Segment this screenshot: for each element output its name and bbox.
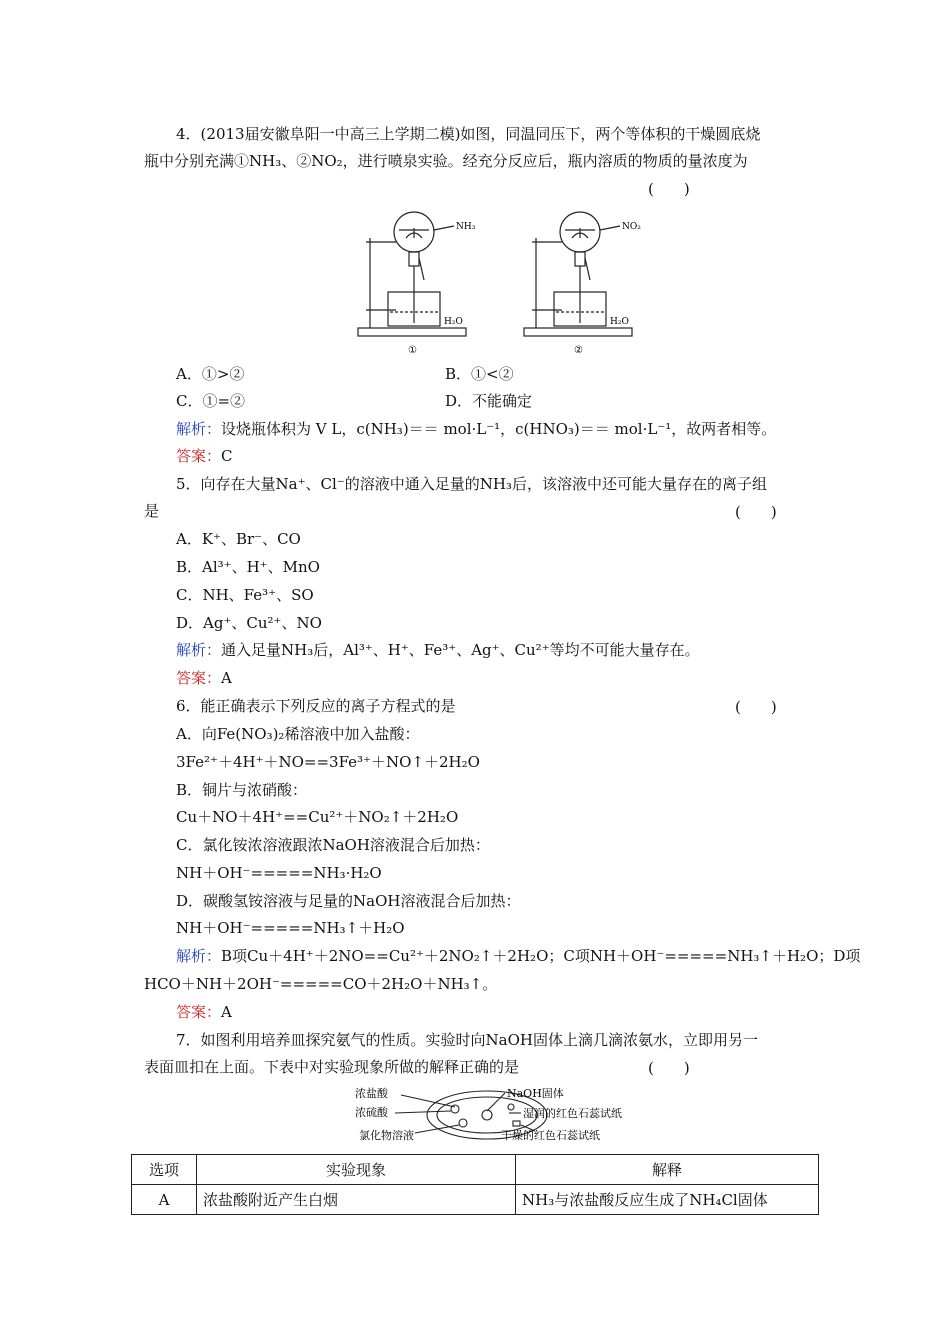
q5-answer-paren: ( ) — [735, 503, 777, 521]
q5-analysis — [176, 640, 700, 660]
q4-option-d: D．不能确定 — [445, 392, 533, 410]
q4-stem-line1: 4．(2013届安徽阜阳一中高三上学期二模)如图，同温同压下，两个等体积的干燥圆底烧 — [176, 125, 761, 143]
q5-analysis-label: 解析： — [176, 641, 222, 659]
q4-analysis-text: 设烧瓶体积为 V L，c(NH₃)＝＝ mol·L⁻¹，c(HNO₃)＝＝ mol·L⁻¹，故两者相等。 — [221, 420, 777, 438]
q6-option-d-equation: NH＋OH⁻=====NH₃↑＋H₂O — [176, 919, 405, 937]
q6-stem: 6．能正确表示下列反应的离子方程式的是 — [176, 697, 456, 715]
q6-analysis-line2: HCO＋NH＋2OH⁻=====CO＋2H₂O＋NH₃↑。 — [144, 975, 498, 993]
q5-answer — [176, 668, 232, 688]
q6-option-d-label: D．碳酸氢铵溶液与足量的NaOH溶液混合后加热： — [176, 892, 521, 910]
q5-analysis-text: 通入足量NH₃后，Al³⁺、H⁺、Fe³⁺、Ag⁺、Cu²⁺等均不可能大量存在。 — [221, 641, 700, 659]
table-header-row — [132, 1155, 819, 1185]
q5-option-c: C．NH、Fe³⁺、SO — [176, 586, 314, 604]
q4-analysis-label: 解析： — [176, 420, 222, 438]
q6-option-a-label: A．向Fe(NO₃)₂稀溶液中加入盐酸： — [176, 725, 420, 743]
q4-analysis — [176, 419, 776, 439]
q4-answer-label: 答案： — [176, 447, 222, 465]
table-header-explanation: 解释 — [516, 1155, 819, 1185]
q6-option-c-label: C．氯化铵浓溶液跟浓NaOH溶液混合后加热： — [176, 836, 490, 854]
q6-option-c-equation: NH＋OH⁻=====NH₃·H₂O — [176, 864, 382, 882]
q5-answer-value: A — [221, 669, 232, 687]
q6-analysis-line1: B项Cu＋4H⁺＋2NO==Cu²⁺＋2NO₂↑＋2H₂O；C项NH＋OH⁻=====NH₃↑＋H₂O；D项 — [221, 947, 861, 965]
q7-label-wet-litmus: 湿润的红色石蕊试纸 — [523, 1107, 622, 1120]
q5-answer-label: 答案： — [176, 669, 222, 687]
table-row — [132, 1185, 819, 1215]
q6-answer — [176, 1002, 232, 1022]
q4-stem-line2: 瓶中分别充满①NH₃、②NO₂，进行喷泉实验。经充分反应后，瓶内溶质的物质的量浓度为 — [144, 152, 748, 170]
q4-option-c: C．①=② — [176, 392, 246, 410]
q7-petri-dish-figure — [355, 1085, 655, 1147]
q7-label-dry-litmus: 干燥的红色石蕊试纸 — [501, 1129, 600, 1142]
q6-answer-paren: ( ) — [735, 698, 777, 716]
q6-analysis — [176, 946, 860, 966]
q4-answer — [176, 446, 233, 466]
q5-stem-line1: 5．向存在大量Na⁺、Cl⁻的溶液中通入足量的NH₃后，该溶液中还可能大量存在的离子组 — [176, 475, 767, 493]
q7-answer-paren: ( ) — [648, 1059, 690, 1077]
q7-stem-line2: 表面皿扣在上面。下表中对实验现象所做的解释正确的是 — [144, 1058, 520, 1076]
q5-option-a: A．K⁺、Br⁻、CO — [176, 530, 301, 548]
q5-option-b: B．Al³⁺、H⁺、MnO — [176, 558, 320, 576]
q4-option-b: B．①<② — [445, 365, 514, 383]
q7-label-chloride-solution: 氯化物溶液 — [359, 1129, 414, 1142]
table-cell-explanation: NH₃与浓盐酸反应生成了NH₄Cl固体 — [516, 1185, 819, 1215]
q4-gas1-label: NH₃ — [456, 222, 476, 232]
q4-option-a: A．①>② — [176, 365, 245, 383]
q5-stem-line2: 是 — [144, 502, 160, 520]
table-header-phenomenon: 实验现象 — [197, 1155, 516, 1185]
q4-fountain-figure — [356, 208, 646, 358]
q4-answer-paren: ( ) — [648, 180, 690, 198]
q6-option-b-label: B．铜片与浓硝酸： — [176, 781, 308, 799]
q7-label-conc-hcl: 浓盐酸 — [355, 1087, 388, 1100]
q4-answer-value: C — [221, 447, 233, 465]
q6-option-b-equation: Cu＋NO＋4H⁺==Cu²⁺＋NO₂↑＋2H₂O — [176, 808, 459, 826]
q6-analysis-label: 解析： — [176, 947, 222, 965]
q4-caption2: ② — [574, 345, 583, 356]
q7-label-naoh-solid: NaOH固体 — [507, 1087, 564, 1100]
q4-water1-label: H₂O — [444, 317, 463, 327]
q6-answer-value: A — [221, 1003, 232, 1021]
q5-option-d: D．Ag⁺、Cu²⁺、NO — [176, 614, 322, 632]
q7-table — [131, 1154, 819, 1215]
table-cell-phenomenon: 浓盐酸附近产生白烟 — [197, 1185, 516, 1215]
q6-answer-label: 答案： — [176, 1003, 222, 1021]
q4-water2-label: H₂O — [610, 317, 629, 327]
q7-label-conc-h2so4: 浓硫酸 — [355, 1106, 388, 1119]
q6-option-a-equation: 3Fe²⁺＋4H⁺＋NO==3Fe³⁺＋NO↑＋2H₂O — [176, 753, 480, 771]
q7-stem-line1: 7．如图利用培养皿探究氨气的性质。实验时向NaOH固体上滴几滴浓氨水，立即用另一 — [176, 1031, 758, 1049]
q4-caption1: ① — [408, 345, 417, 356]
table-header-option: 选项 — [132, 1155, 197, 1185]
q4-gas2-label: NO₂ — [622, 222, 641, 232]
table-cell-option: A — [132, 1185, 197, 1215]
